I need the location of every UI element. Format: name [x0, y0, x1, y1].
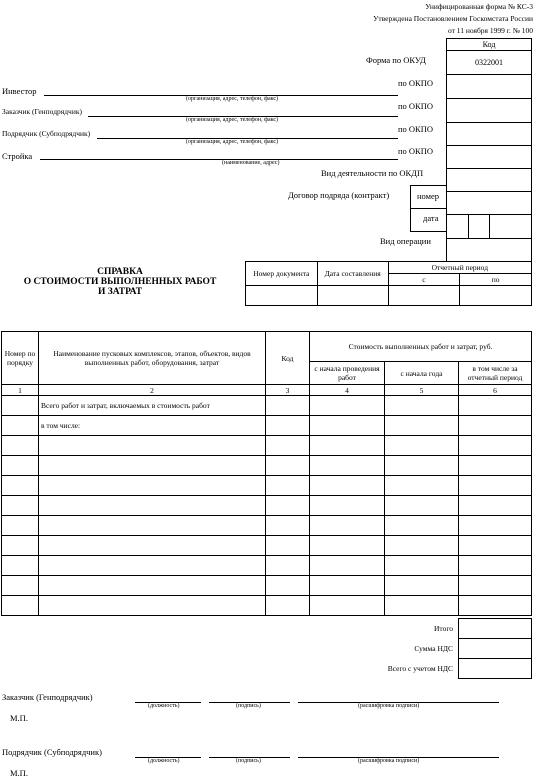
contractor-hint: (организация, адрес, телефон, факс)	[186, 139, 279, 145]
table-cell[interactable]	[2, 516, 39, 536]
itogo-label: Итого	[434, 624, 453, 633]
table-cell[interactable]	[459, 576, 532, 596]
table-cell[interactable]	[2, 436, 39, 456]
contract-date-code[interactable]	[447, 215, 532, 239]
table-cell[interactable]	[385, 496, 459, 516]
title-line-2: О СТОИМОСТИ ВЫПОЛНЕННЫХ РАБОТ	[23, 277, 217, 287]
table-cell[interactable]	[2, 476, 39, 496]
title-line-1: СПРАВКА	[97, 267, 143, 277]
table-row	[2, 516, 532, 536]
position-hint: (должность)	[148, 758, 180, 764]
decode-hint: (расшифровка подписи)	[358, 703, 420, 709]
totals-divider	[458, 658, 532, 659]
period-header: Отчетный период	[388, 262, 531, 274]
approval-date: от 11 ноября 1999 г. № 100	[448, 26, 533, 35]
okpo-label-site: по ОКПО	[398, 146, 434, 156]
col-since-start-header: с начала проведения работ	[310, 362, 385, 385]
investor-okpo-code[interactable]	[447, 75, 532, 99]
table-cell[interactable]	[385, 556, 459, 576]
table-cell[interactable]	[39, 536, 266, 556]
table-cell[interactable]	[266, 456, 310, 476]
okpo-label-investor: по ОКПО	[398, 78, 434, 88]
period-to-cell[interactable]	[460, 286, 532, 306]
table-cell[interactable]	[310, 456, 385, 476]
form-number: Унифицированная форма № КС-3	[425, 2, 533, 11]
table-cell[interactable]	[266, 476, 310, 496]
codes-table	[446, 38, 532, 262]
operation-code[interactable]	[447, 239, 532, 262]
period-from-header: с	[388, 274, 460, 286]
site-hint: (наименование, адрес)	[222, 160, 280, 166]
row-total-all-label: Всего работ и затрат, включаемых в стоимость работ	[39, 396, 266, 416]
table-cell[interactable]	[2, 556, 39, 576]
table-cell[interactable]	[266, 396, 310, 416]
contractor-okpo-code[interactable]	[447, 123, 532, 146]
document-title	[20, 267, 220, 297]
table-cell[interactable]	[385, 476, 459, 496]
table-row	[2, 476, 532, 496]
customer-hint: (организация, адрес, телефон, факс)	[186, 117, 279, 123]
table-cell[interactable]	[310, 576, 385, 596]
customer-okpo-code[interactable]	[447, 99, 532, 123]
col-number: 2	[39, 385, 266, 396]
table-cell[interactable]	[310, 476, 385, 496]
table-cell[interactable]	[459, 556, 532, 576]
table-cell[interactable]	[266, 496, 310, 516]
table-cell[interactable]	[459, 436, 532, 456]
table-cell[interactable]	[2, 456, 39, 476]
table-cell[interactable]	[459, 416, 532, 436]
table-cell[interactable]	[459, 456, 532, 476]
table-row	[2, 396, 532, 416]
table-cell[interactable]	[385, 596, 459, 616]
col-number: 3	[266, 385, 310, 396]
table-cell[interactable]	[39, 456, 266, 476]
col-number: 4	[310, 385, 385, 396]
contract-date-label: дата	[423, 213, 439, 223]
table-cell[interactable]	[310, 596, 385, 616]
col-name-header: Наименование пусковых комплексов, этапов, объектов, видов выполненных работ, оборудования, затрат	[39, 332, 266, 385]
contract-number-label: номер	[417, 191, 440, 201]
table-cell[interactable]	[459, 396, 532, 416]
table-row	[2, 456, 532, 476]
doc-number-cell[interactable]	[246, 286, 318, 306]
period-to-header: по	[460, 274, 532, 286]
table-cell[interactable]	[266, 416, 310, 436]
okpo-label-contractor: по ОКПО	[398, 124, 434, 134]
table-cell[interactable]	[266, 436, 310, 456]
table-cell[interactable]	[385, 436, 459, 456]
table-cell[interactable]	[310, 516, 385, 536]
col-code-header: Код	[266, 332, 310, 385]
okdp-code[interactable]	[447, 169, 532, 192]
site-line[interactable]	[40, 159, 398, 160]
table-cell[interactable]	[310, 396, 385, 416]
table-cell[interactable]	[310, 496, 385, 516]
table-cell[interactable]	[310, 536, 385, 556]
table-cell[interactable]	[459, 596, 532, 616]
table-cell[interactable]	[385, 416, 459, 436]
operation-label: Вид операции	[380, 236, 431, 246]
customer-label: Заказчик (Генподрядчик)	[2, 107, 82, 116]
table-row	[2, 416, 532, 436]
signature-hint: (подпись)	[236, 703, 261, 709]
col-since-year-header: с начала года	[385, 362, 459, 385]
col-num-header: Номер по порядку	[2, 332, 39, 385]
table-cell[interactable]	[266, 556, 310, 576]
okdp-label: Вид деятельности по ОКДП	[321, 168, 424, 178]
table-cell[interactable]	[2, 596, 39, 616]
title-line-3: И ЗАТРАТ	[97, 287, 143, 297]
table-row	[2, 496, 532, 516]
table-cell[interactable]	[310, 416, 385, 436]
table-cell[interactable]	[266, 516, 310, 536]
site-okpo-code[interactable]	[447, 146, 532, 169]
row-including-label: в том числе:	[39, 416, 266, 436]
table-cell[interactable]	[385, 576, 459, 596]
doc-number-header: Номер документа	[246, 262, 318, 286]
doc-date-header: Дата составления	[317, 262, 388, 286]
col-number: 5	[385, 385, 459, 396]
table-cell[interactable]	[39, 556, 266, 576]
table-cell[interactable]	[266, 576, 310, 596]
table-row	[2, 436, 532, 456]
col-period-header: в том числе за отчетный период	[459, 362, 532, 385]
site-label: Стройка	[2, 151, 33, 161]
approval-line: Утверждена Постановлением Госкомстата России	[373, 14, 533, 23]
investor-label: Инвестор	[2, 86, 37, 96]
table-cell[interactable]	[385, 516, 459, 536]
table-cell[interactable]	[459, 516, 532, 536]
codes-header: Код	[447, 39, 532, 51]
table-cell[interactable]	[385, 456, 459, 476]
table-cell[interactable]	[39, 596, 266, 616]
works-table	[1, 331, 532, 616]
table-cell[interactable]	[39, 576, 266, 596]
okpo-label-customer: по ОКПО	[398, 101, 434, 111]
col-number: 6	[459, 385, 532, 396]
table-cell[interactable]	[385, 396, 459, 416]
stamp-contractor: М.П.	[10, 768, 28, 778]
table-cell[interactable]	[2, 496, 39, 516]
with-vat-label: Всего с учетом НДС	[387, 664, 453, 673]
sign-contractor-label: Подрядчик (Субподрядчик)	[2, 747, 102, 757]
table-cell[interactable]	[39, 436, 266, 456]
table-cell[interactable]	[2, 416, 39, 436]
table-row	[2, 556, 532, 576]
table-cell[interactable]	[310, 556, 385, 576]
table-cell[interactable]	[310, 436, 385, 456]
table-cell[interactable]	[266, 596, 310, 616]
table-cell[interactable]	[2, 396, 39, 416]
doc-date-cell[interactable]	[317, 286, 388, 306]
col-number: 1	[2, 385, 39, 396]
contract-sub-divider	[410, 208, 447, 209]
signature-hint: (подпись)	[236, 758, 261, 764]
contract-number-code[interactable]	[447, 192, 532, 215]
sign-customer-label: Заказчик (Генподрядчик)	[2, 692, 93, 702]
investor-hint: (организация, адрес, телефон, факс)	[186, 96, 279, 102]
document-info-table	[245, 261, 532, 306]
table-cell[interactable]	[39, 496, 266, 516]
stamp-customer: М.П.	[10, 713, 28, 723]
table-cell[interactable]	[459, 536, 532, 556]
table-cell[interactable]	[459, 496, 532, 516]
position-hint: (должность)	[148, 703, 180, 709]
contract-label: Договор подряда (контракт)	[288, 190, 390, 200]
totals-divider	[458, 638, 532, 639]
table-cell[interactable]	[459, 476, 532, 496]
table-row	[2, 536, 532, 556]
okud-code[interactable]: 0322001	[447, 51, 532, 75]
table-cell[interactable]	[266, 536, 310, 556]
table-cell[interactable]	[385, 536, 459, 556]
table-cell[interactable]	[39, 516, 266, 536]
table-row	[2, 596, 532, 616]
period-from-cell[interactable]	[388, 286, 460, 306]
decode-hint: (расшифровка подписи)	[358, 758, 420, 764]
table-row	[2, 576, 532, 596]
contractor-label: Подрядчик (Субподрядчик)	[2, 129, 91, 138]
table-cell[interactable]	[2, 536, 39, 556]
table-cell[interactable]	[39, 476, 266, 496]
vat-label: Сумма НДС	[414, 644, 453, 653]
table-cell[interactable]	[2, 576, 39, 596]
totals-box[interactable]	[458, 618, 532, 679]
okud-label: Форма по ОКУД	[366, 55, 426, 65]
col-cost-header: Стоимость выполненных работ и затрат, руб.	[310, 332, 532, 362]
